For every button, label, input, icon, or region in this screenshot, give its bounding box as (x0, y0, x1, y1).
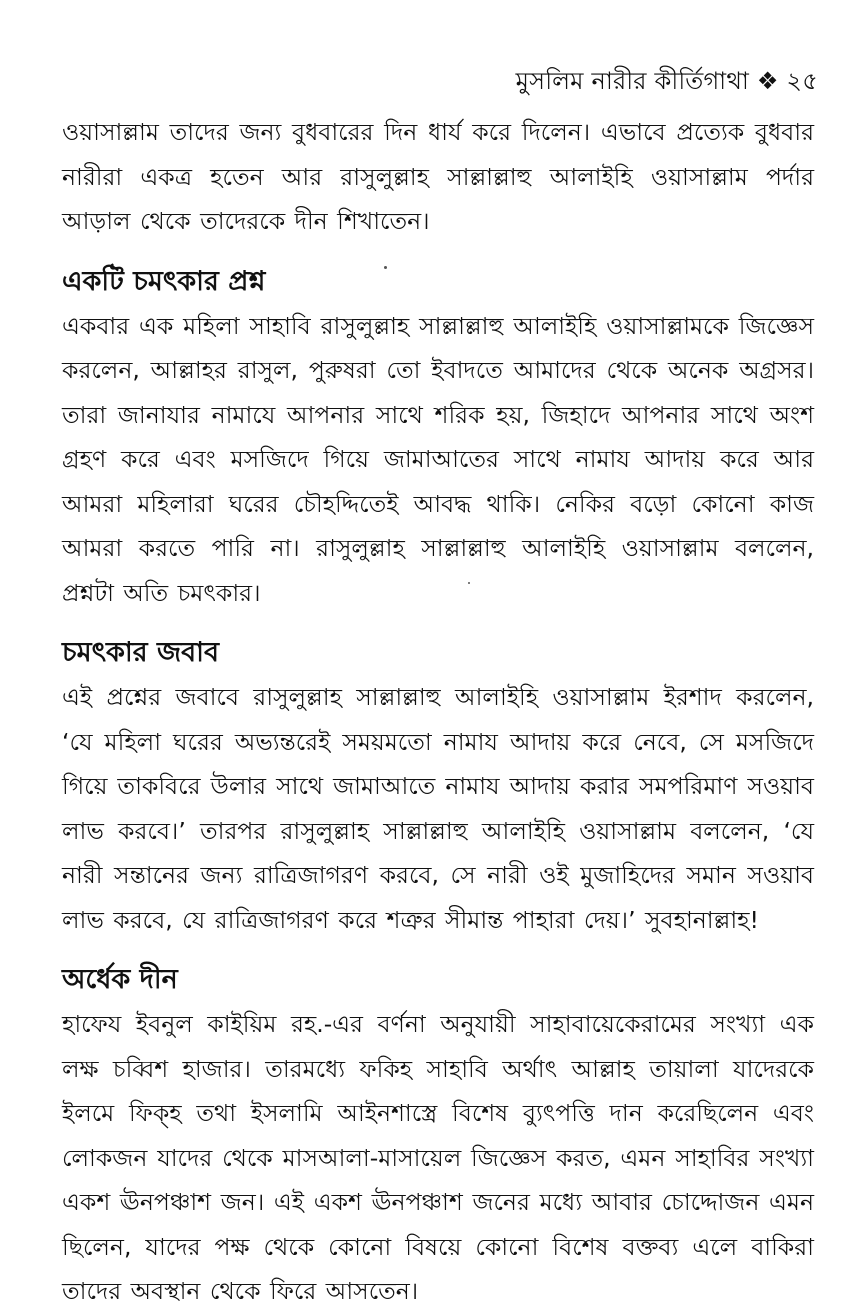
section-heading: অর্ধেক দীন (62, 964, 178, 995)
intro-paragraph: ওয়াসাল্লাম তাদের জন্য বুধবারের দিন ধার্য করে দিলেন। এভাবে প্রত্যেক বুধবার নারীরা একত্র হতেন আর রাসুলুল্লাহ সাল্লাল্লাহু আলাইহি ওয়াসাল্লাম পর্দার আড়াল থেকে তাদেরকে দীন শিখাতেন। (62, 118, 814, 235)
print-speck (468, 582, 470, 584)
section-half-deen (62, 958, 814, 1314)
section-body: এই প্রশ্নের জবাবে রাসুলুল্লাহ সাল্লাল্লাহু আলাইহি ওয়াসাল্লাম ইরশাদ করলেন, ‘যে মহিলা ঘরের অভ্যন্তরেই সময়মতো নামায আদায় করে নেবে, সে মসজিদে গিয়ে তাকবিরে উলার সাথে জামাআতে নামায আদায় করার সমপরিমাণ সওয়াব লাভ করবে।’ তারপর রাসুলুল্লাহ সাল্লাল্লাহু আলাইহি ওয়াসাল্লাম বললেন, ‘যে নারী সন্তানের জন্য রাত্রিজাগরণ করবে, সে নারী ওই মুজাহিদের সমান সওয়াব লাভ করবে, যে রাত্রিজাগরণ করে শত্রুর সীমান্ত পাহারা দেয়।’ সুবহানাল্লাহ! (62, 683, 814, 934)
section-heading: চমৎকার জবাব (62, 637, 220, 668)
section-spacer (62, 244, 814, 260)
page-content (62, 110, 814, 1314)
section-spacer (62, 615, 814, 631)
section-body: একবার এক মহিলা সাহাবি রাসুলুল্লাহ সাল্লাল্লাহু আলাইহি ওয়াসাল্লামকে জিজ্ঞেস করলেন, আল্লাহর রাসুল, পুরুষরা তো ইবাদতে আমাদের থেকে অনেক অগ্রসর। তারা জানাযার নামাযে আপনার সাথে শরিক হয়, জিহাদে আপনার সাথে অংশ গ্রহণ করে এবং মসজিদে গিয়ে জামাআতের সাথে নামায আদায় করে আর আমরা মহিলারা ঘরের চৌহদ্দিতেই আবদ্ধ থাকি। নেকির বড়ো কোনো কাজ আমরা করতে পারি না। রাসুলুল্লাহ সাল্লাল্লাহু আলাইহি ওয়াসাল্লাম বললেন, প্রশ্নটা অতি চমৎকার। (62, 311, 814, 607)
section-body: হাফেয ইবনুল কাইয়িম রহ.-এর বর্ণনা অনুযায়ী সাহাবায়েকেরামের সংখ্যা এক লক্ষ চব্বিশ হাজার। তারমধ্যে ফকিহ সাহাবি অর্থাৎ আল্লাহ তায়ালা যাদেরকে ইলমে ফিক্‌হ তথা ইসলামি আইনশাস্ত্রে বিশেষ ব্যুৎপত্তি দান করেছিলেন এবং লোকজন যাদের থেকে মাসআলা-মাসায়েল জিজ্ঞেস করত, এমন সাহাবির সংখ্যা একশ ঊনপঞ্চাশ জন। এই একশ ঊনপঞ্চাশ জনের মধ্যে আবার চোদ্দোজন এমন ছিলেন, যাদের পক্ষ থেকে কোনো বিষয়ে কোনো বিশেষ বক্তব্য এলে বাকিরা তাদের অবস্থান থেকে ফিরে আসতেন। (62, 1010, 814, 1305)
section-heading: একটি চমৎকার প্রশ্ন (62, 265, 266, 297)
section-wonderful-answer (62, 631, 814, 942)
section-wonderful-question (62, 260, 814, 616)
section-spacer (62, 942, 814, 958)
print-speck (384, 266, 387, 269)
running-head: মুসলিম নারীর কীর্তিগাথা ❖ ২৫ (515, 67, 818, 95)
